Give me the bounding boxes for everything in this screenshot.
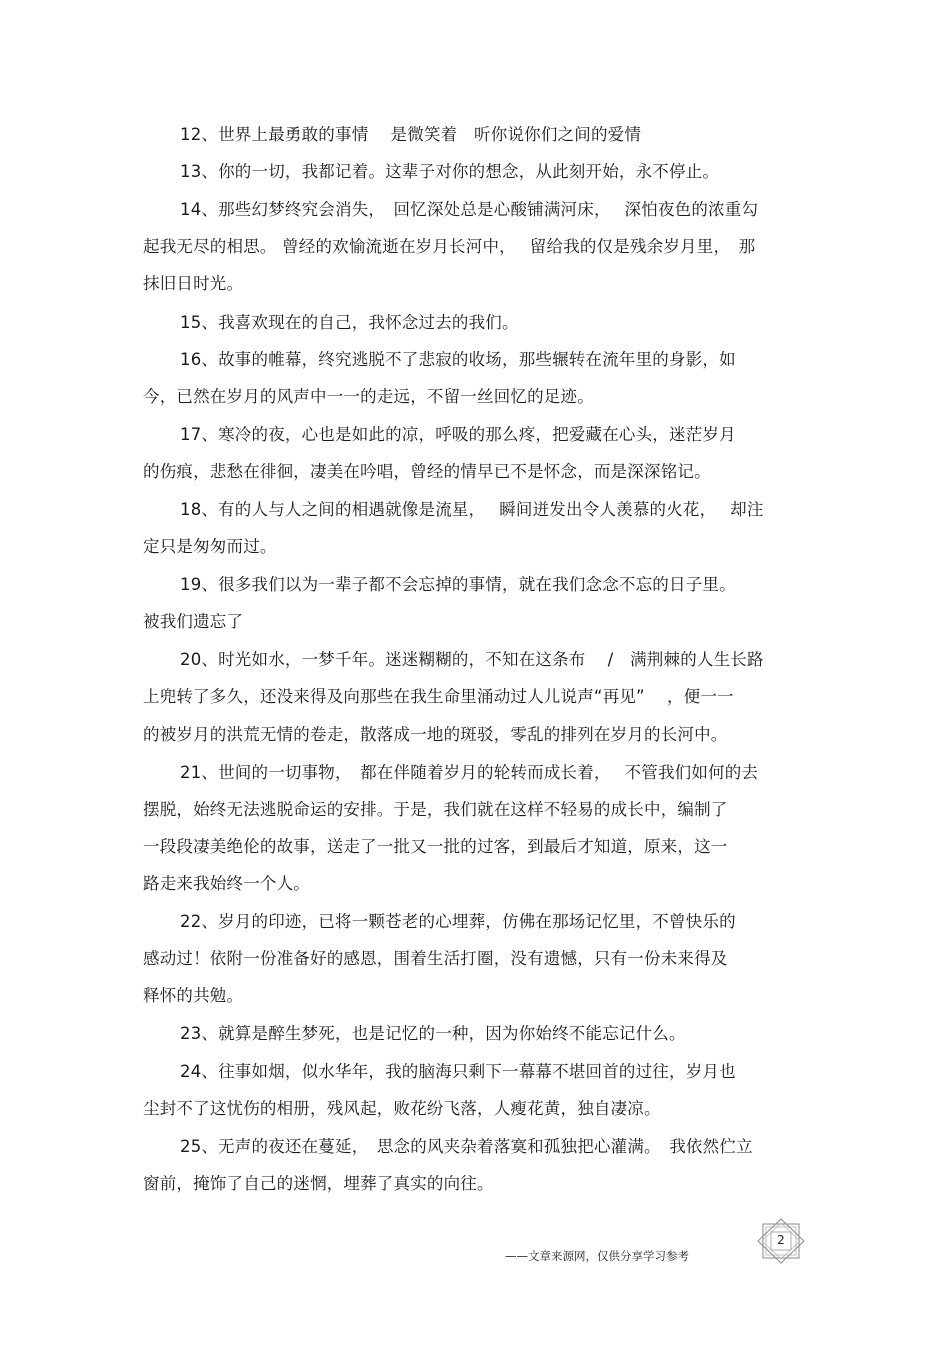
paragraph-14-line-3: 抹旧日时光。	[143, 274, 244, 293]
paragraph-25-line-1: 25、无声的夜还在蔓延， 思念的风夹杂着落寞和孤独把心灌满。 我依然伫立	[180, 1137, 753, 1156]
footer-source-note: ——文章来源网，仅供分享学习参考	[505, 1249, 689, 1263]
page-number-badge	[755, 1218, 807, 1264]
paragraph-20-line-3: 的被岁月的洪荒无情的卷走，散落成一地的斑驳，零乱的排列在岁月的长河中。	[143, 725, 728, 744]
paragraph-16-line-1: 16、故事的帷幕，终究逃脱不了悲寂的收场，那些辗转在流年里的身影，如	[180, 350, 736, 369]
paragraph-22-line-2: 感动过！依附一份准备好的感恩，围着生活打圈，没有遗憾，只有一份未来得及	[143, 949, 728, 968]
paragraph-19-line-2: 被我们遗忘了	[143, 612, 244, 631]
paragraph-14-line-1: 14、那些幻梦终究会消失， 回忆深处总是心酸铺满河床， 深怕夜色的浓重勾	[180, 200, 759, 219]
paragraph-17-line-1: 17、寒冷的夜，心也是如此的凉，呼吸的那么疼，把爱藏在心头，迷茫岁月	[180, 425, 736, 444]
paragraph-16-line-2: 今，已然在岁月的风声中一一的走远，不留一丝回忆的足迹。	[143, 387, 594, 406]
paragraph-25-line-2: 窗前，掩饰了自己的迷惘，埋葬了真实的向往。	[143, 1174, 494, 1193]
paragraph-18-line-2: 定只是匆匆而过。	[143, 537, 277, 556]
paragraph-21-line-1: 21、世间的一切事物， 都在伴随着岁月的轮转而成长着， 不管我们如何的去	[180, 763, 759, 782]
paragraph-21-line-4: 路走来我始终一个人。	[143, 874, 310, 893]
paragraph-15-line-1: 15、我喜欢现在的自己，我怀念过去的我们。	[180, 313, 519, 332]
paragraph-12-line-1: 12、世界上最勇敢的事情 是微笑着 听你说你们之间的爱情	[180, 125, 642, 144]
paragraph-21-line-2: 摆脱，始终无法逃脱命运的安排。于是，我们就在这样不轻易的成长中，编制了	[143, 800, 728, 819]
paragraph-24-line-1: 24、往事如烟，似水华年，我的脑海只剩下一幕幕不堪回首的过往，岁月也	[180, 1062, 736, 1081]
paragraph-23-line-1: 23、就算是醉生梦死，也是记忆的一种，因为你始终不能忘记什么。	[180, 1024, 686, 1043]
paragraph-20-line-2: 上兜转了多久，还没来得及向那些在我生命里涌动过人儿说声“再见” ，便一一	[143, 687, 734, 706]
paragraph-20-line-1: 20、时光如水，一梦千年。迷迷糊糊的，不知在这条布 / 满荆棘的人生长路	[180, 650, 764, 669]
paragraph-21-line-3: 一段段凄美绝伦的故事，送走了一批又一批的过客，到最后才知道，原来，这一	[143, 837, 728, 856]
page-number: 2	[777, 1233, 785, 1247]
paragraph-17-line-2: 的伤痕，悲愁在徘徊，凄美在吟唱，曾经的情早已不是怀念，而是深深铭记。	[143, 462, 711, 481]
paragraph-18-line-1: 18、有的人与人之间的相遇就像是流星， 瞬间迸发出令人羡慕的火花， 却注	[180, 500, 764, 519]
paragraph-22-line-3: 释怀的共勉。	[143, 986, 244, 1005]
paragraph-19-line-1: 19、很多我们以为一辈子都不会忘掉的事情，就在我们念念不忘的日子里。	[180, 575, 736, 594]
paragraph-13-line-1: 13、你的一切，我都记着。这辈子对你的想念，从此刻开始，永不停止。	[180, 162, 720, 181]
paragraph-22-line-1: 22、岁月的印迹，已将一颗苍老的心埋葬，仿佛在那场记忆里，不曾快乐的	[180, 912, 736, 931]
paragraph-14-line-2: 起我无尽的相思。 曾经的欢愉流逝在岁月长河中， 留给我的仅是残余岁月里， 那	[143, 237, 756, 256]
paragraph-24-line-2: 尘封不了这忧伤的相册，残风起，败花纷飞落，人瘦花黄，独自凄凉。	[143, 1099, 661, 1118]
